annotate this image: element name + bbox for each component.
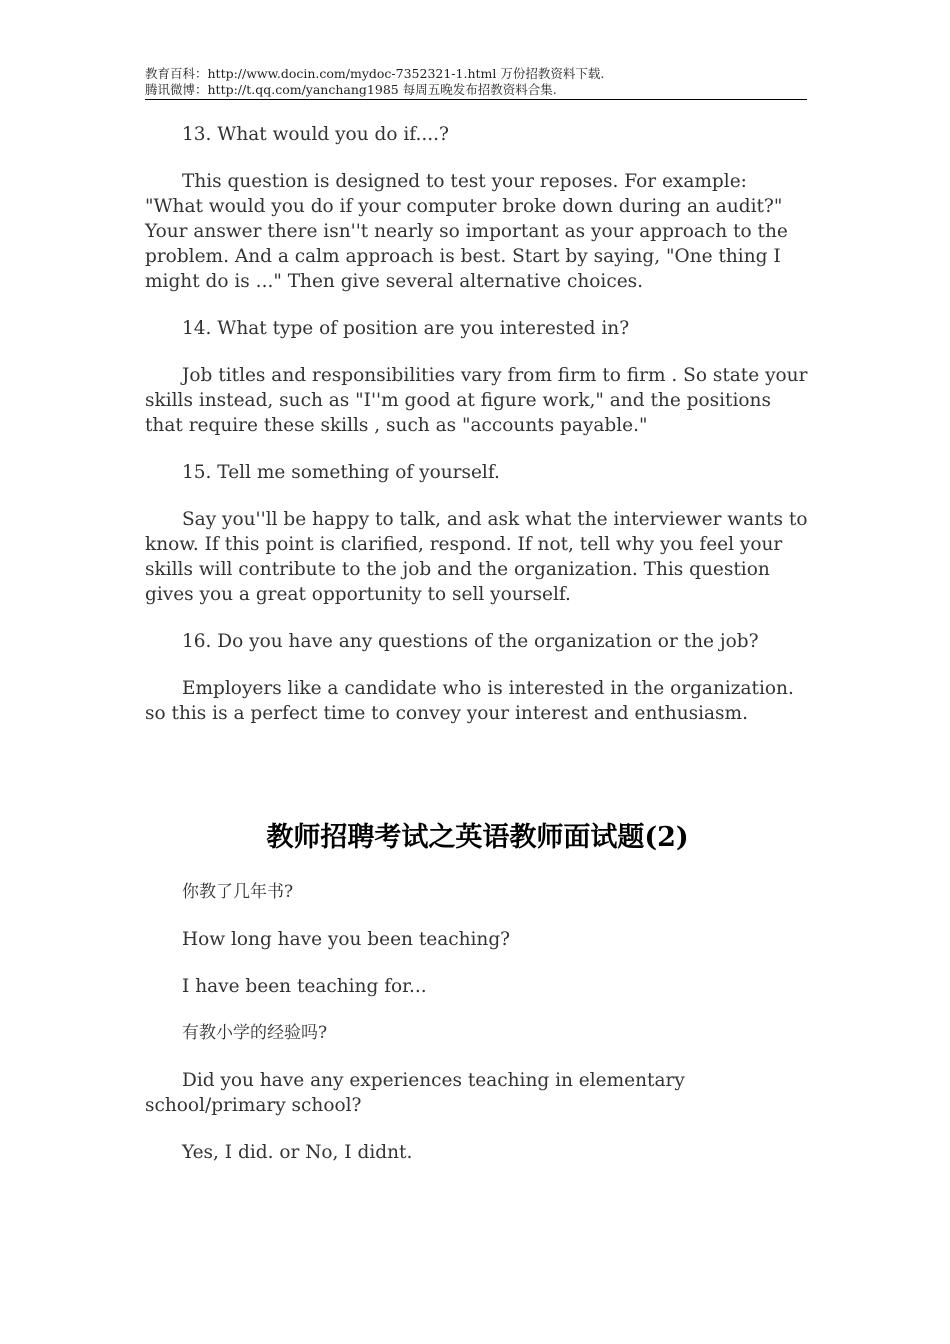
header-line-weibo: 腾讯微博：http://t.qq.com/yanchang1985 每周五晚发布招教资料合集. <box>145 82 557 97</box>
page-header <box>145 66 807 100</box>
answer-15: Say you''ll be happy to talk, and ask what the interviewer wants to know. If this point is clarified, respond. If not, tell why you feel your skills will contribute to the job and the organization. This question gives you a great opportunity to sell yourself. <box>145 509 808 605</box>
dialogue-line-en-experience: Did you have any experiences teaching in elementary school/primary school? <box>145 1070 685 1116</box>
dialogue-line-cn-primary: 有教小学的经验吗? <box>182 1023 328 1043</box>
section-title: 教师招聘考试之英语教师面试题(2) <box>266 822 689 853</box>
header-line-docin: 教育百科：http://www.docin.com/mydoc-7352321-1.html 万份招教资料下载. <box>145 66 605 81</box>
question-14: 14. What type of position are you interested in? <box>182 318 630 339</box>
section-title-block <box>145 818 810 858</box>
dialogue-line-cn-years: 你教了几年书? <box>182 882 294 902</box>
dialogue-line-en-answer: I have been teaching for... <box>182 976 427 997</box>
dialogue-line-en-reply: Yes, I did. or No, I didnt. <box>182 1142 413 1163</box>
dialogue-line-en-question: How long have you been teaching? <box>182 929 511 950</box>
question-15: 15. Tell me something of yourself. <box>182 462 500 483</box>
document-body <box>145 122 810 1165</box>
question-13: 13. What would you do if....? <box>182 124 449 145</box>
answer-14: Job titles and responsibilities vary from firm to firm . So state your skills instead, such as "I''m good at figure work," and the positions that require these skills , such as "accounts payable." <box>145 365 808 436</box>
answer-13: This question is designed to test your reposes. For example: "What would you do if your computer broke down during an audit?" Your answer there isn''t nearly so important as your approach to the problem. And a calm approach is best. Start by saying, "One thing I might do is ..." Then give several alternative choices. <box>145 171 788 292</box>
answer-16: Employers like a candidate who is interested in the organization. so this is a perfect time to convey your interest and enthusiasm. <box>145 678 794 724</box>
question-16: 16. Do you have any questions of the organization or the job? <box>182 631 759 652</box>
